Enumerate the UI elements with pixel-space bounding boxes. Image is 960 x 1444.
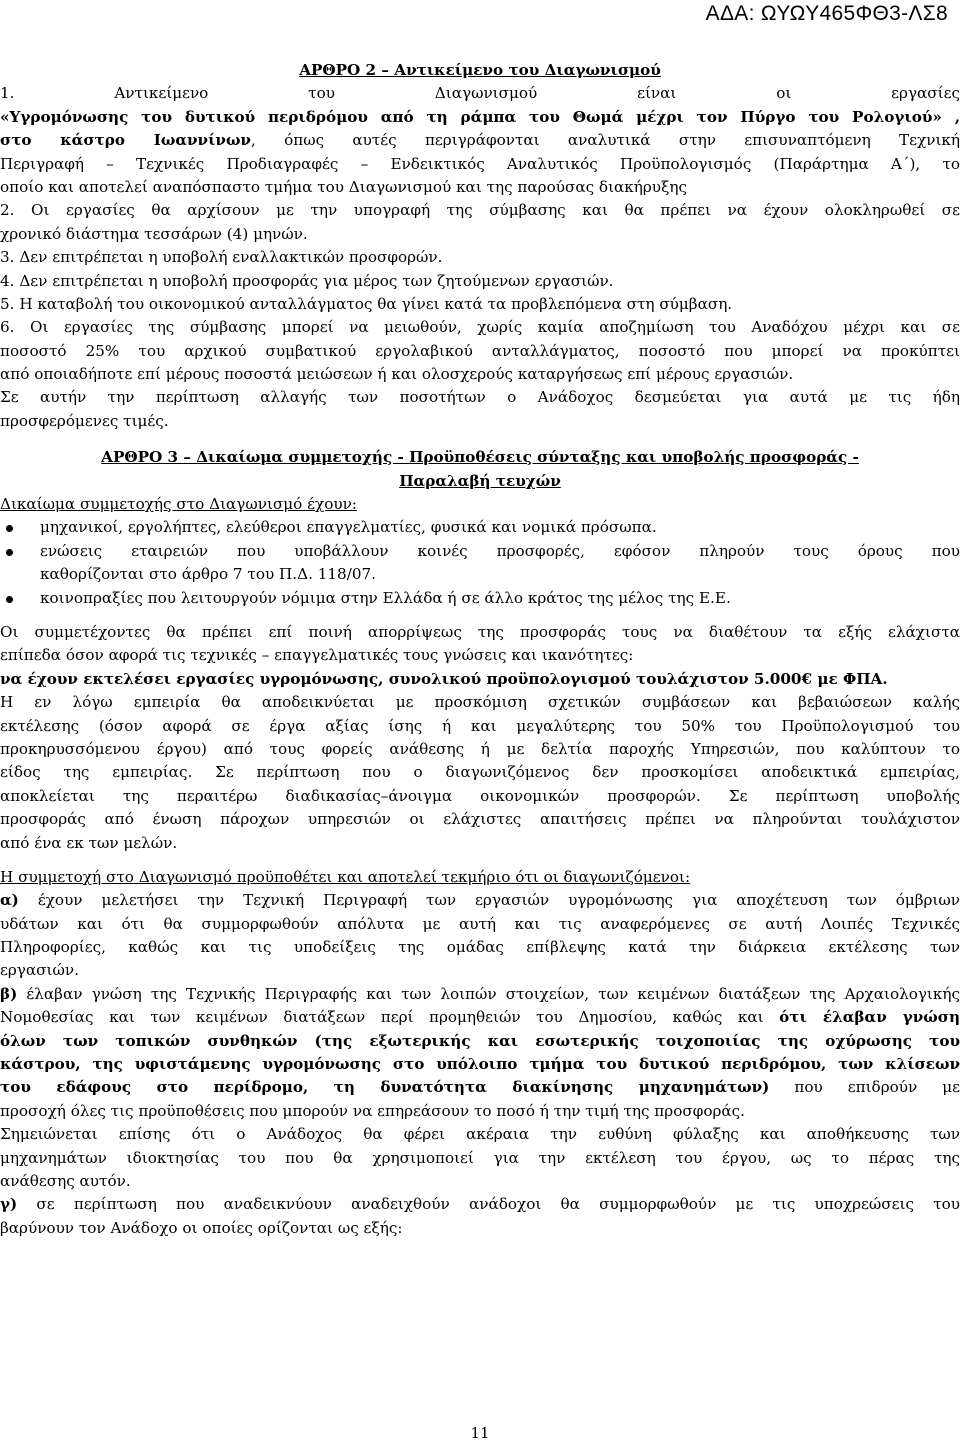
bullet-icon [6, 596, 13, 603]
item-b-line: προσοχή όλες τις προϋποθέσεις που μπορούν να επηρεάσουν το ποσό ή την τιμή της προσφοράς. [0, 1101, 746, 1120]
article3-title-2: Παραλαβή τευχών [399, 471, 561, 490]
item-c-text: σε περίπτωση που αναδεικνύουν αναδειχθούν ανάδοχοι θα συμμορφωθούν με τις υποχρεώσεις του [17, 1195, 960, 1214]
item-a-label: α) [0, 891, 19, 910]
experience-line: Η εν λόγω εμπειρία θα αποδεικνύεται με προσκόμιση σχετικών συμβάσεων και βεβαιώσεων καλής [0, 693, 960, 712]
article2-p6-line: 6. Οι εργασίες της σύμβασης μπορεί να μειωθούν, χωρίς καμία αποζημίωση του Αναδόχου μέχρι και σε [0, 318, 960, 337]
article2-p1-line: «Υγρομόνωσης του δυτικού περιδρόμου από τη ράμπα του Θωμά μέχρι τον Πύργο του Ρολογιού» , [0, 107, 960, 126]
experience-line: από ένα εκ των μελών. [0, 833, 178, 852]
experience-line: εκτέλεσης (όσον αφορά σε έργα αξίας ίσης ή και μεγαλύτερης του 50% του Προϋπολογισμού του [0, 716, 960, 735]
item-c-line: βαρύνουν τον Ανάδοχο οι οποίες ορίζονται ως εξής: [0, 1218, 403, 1237]
item-b-line [0, 1076, 960, 1099]
article2-p2-line: 2. Οι εργασίες θα αρχίσουν με την υπογραφή της σύμβασης και θα πρέπει να έχουν ολοκληρωθεί σε [0, 201, 960, 220]
document-body [0, 59, 960, 1240]
list-item-text: κοινοπραξίες που λειτουργούν νόμιμα στην Ελλάδα ή σε άλλο κράτος της μέλος της Ε.Ε. [40, 588, 731, 607]
ada-code: ΑΔΑ: ΩΥΩΥ465ΦΘ3-ΛΣ8 [705, 2, 948, 25]
list-item [0, 516, 960, 539]
article2-p1-line: Περιγραφή – Τεχνικές Προδιαγραφές – Ενδεικτικός Αναλυτικός Προϋπολογισμός (Παράρτημα Α΄), το [0, 154, 960, 173]
item-b-text: Νομοθεσίας και των κειμένων διατάξεων περί προμηθειών του Δημοσίου, καθώς και [0, 1008, 780, 1027]
item-c-line [0, 1193, 960, 1216]
article2-p3: 3. Δεν επιτρέπεται η υποβολή εναλλακτικών προσφορών. [0, 248, 443, 267]
article2-p1-line: 1. Αντικείμενο του Διαγωνισμού είναι οι εργασίες [0, 84, 960, 103]
list-item [0, 587, 960, 610]
item-b-bold: ότι έλαβαν γνώση [779, 1008, 960, 1027]
article2-title: ΑΡΘΡΟ 2 – Αντικείμενο του Διαγωνισμού [299, 61, 661, 79]
article2-p4: 4. Δεν επιτρέπεται η υποβολή προσφοράς για μέρος των ζητούμενων εργασιών. [0, 271, 614, 290]
item-b-line: κάστρου, της υφιστάμενης υγρομόνωσης στο υπόλοιπο τμήμα του δυτικού περιδρόμου, των κλίσεων [0, 1055, 960, 1074]
item-a-line: Πληροφορίες, καθώς και τις υποδείξεις της ομάδας επίβλεψης κατά την διάρκεια εκτέλεσης των [0, 938, 960, 957]
item-b-bold: του εδάφους στο περίδρομο, τη δυνατότητα διακίνησης μηχανημάτων) [0, 1078, 770, 1097]
item-b-line [0, 983, 960, 1006]
bullet-icon [6, 549, 13, 556]
item-a-text: έχουν μελετήσει την Τεχνική Περιγραφή των εργασιών υγρομόνωσης για αποχέτευση των όμβριων [18, 891, 960, 910]
item-b-line: Σημειώνεται επίσης ότι ο Ανάδοχος θα φέρει ακέραια την ευθύνη φύλαξης και αποθήκευσης των [0, 1125, 960, 1144]
bullet-icon [6, 525, 13, 532]
experience-line: προκηρυσσόμενου έργου) από τους φορείς ανάθεσης ή με δελτία παροχής Υπηρεσιών, που καλύπτουν το [0, 739, 960, 758]
item-b-line: όλων των τοπικών συνθηκών (της εξωτερικής και εσωτερικής τοιχοποιίας της οχύρωσης του [0, 1031, 960, 1050]
item-b-text: έλαβαν γνώση της Τεχνικής Περιγραφής και των λοιπών στοιχείων, των κειμένων διατάξεων της Αρχαιολογικής [17, 984, 960, 1003]
item-c-label: γ) [0, 1195, 18, 1214]
experience-line: προσφοράς από ένωση πάροχων υπηρεσιών οι ελάχιστες απαιτήσεις πρέπει να πληρούνται τουλάχιστον [0, 810, 960, 829]
item-a-line: υδάτων και ότι θα συμμορφωθούν απόλυτα με αυτή και τις αναφερόμενες σε αυτή Λοιπές Τεχνικές [0, 914, 960, 933]
article2-p6-line: Σε αυτήν την περίπτωση αλλαγής των ποσοτήτων ο Ανάδοχος δεσμεύεται για αυτά με τις ήδη [0, 388, 960, 407]
article2-p5: 5. Η καταβολή του οικονομικού ανταλλάγματος θα γίνει κατά τα προβλεπόμενα στη σύμβαση. [0, 294, 733, 313]
min-req-line: επίπεδα όσον αφορά τις τεχνικές – επαγγελματικές τους γνώσεις και ικανότητες: [0, 646, 634, 665]
article2-p6-line: ποσοστό 25% του αρχικού συμβατικού εργολαβικού ανταλλάγματος, ποσοστό που μπορεί να προκύπτει [0, 341, 960, 360]
list-item-cont: καθορίζονται στο άρθρο 7 του Π.Δ. 118/07. [40, 565, 376, 584]
article2-p2-line: χρονικό διάστημα τεσσάρων (4) μηνών. [0, 224, 308, 243]
item-a-line: εργασιών. [0, 961, 79, 980]
article2-p1-line-rest: , όπως αυτές περιγράφονται αναλυτικά στην επισυναπτόμενη Τεχνική [250, 131, 960, 150]
list-item-text: μηχανικοί, εργολήπτες, ελεύθεροι επαγγελματίες, φυσικά και νομικά πρόσωπα. [40, 518, 657, 537]
presumption-heading: Η συμμετοχή στο Διαγωνισμό προϋποθέτει και αποτελεί τεκμήριο ότι οι διαγωνιζόμενοι: [0, 867, 691, 886]
item-b-line: ανάθεσης αυτόν. [0, 1171, 131, 1190]
item-b-label: β) [0, 984, 18, 1003]
experience-line: αποκλείεται της περαιτέρω διαδικασίας–άνοιγμα οικονομικών προσφορών. Σε περίπτωση υποβολής [0, 786, 960, 805]
article2-p6-line: προσφερόμενες τιμές. [0, 411, 169, 430]
page-number: 11 [470, 1424, 490, 1442]
min-req-bold: να έχουν εκτελέσει εργασίες υγρομόνωσης, συνολικού προϋπολογισμού τουλάχιστον 5.000€ με ΦΠΑ. [0, 669, 888, 688]
experience-line: είδος της εμπειρίας. Σε περίπτωση που ο διαγωνιζόμενος δεν προσκομίσει αποδεικτικά εμπειρίας, [0, 763, 960, 782]
list-item [0, 540, 960, 563]
rights-heading: Δικαίωμα συμμετοχής στο Διαγωνισμό έχουν: [0, 495, 357, 514]
article2-p6-line: από οποιαδήποτε επί μέρους ποσοστά μειώσεων ή και ολοσχερούς καταργήσεως επί μέρους εργασιών. [0, 365, 794, 384]
article2-p1-line: οποίο και αποτελεί αναπόσπαστο τμήμα του Διαγωνισμού και της παρούσας διακήρυξης [0, 177, 688, 196]
min-req-line: Οι συμμετέχοντες θα πρέπει επί ποινή απορρίψεως της προσφοράς τους να διαθέτουν τα εξής ελάχιστα [0, 622, 960, 641]
item-b-line: μηχανημάτων ιδιοκτησίας του που θα χρησιμοποιεί για την εκτέλεση του έργου, ως το πέρας της [0, 1148, 960, 1167]
item-b-text: που επιδρούν με [769, 1078, 960, 1097]
castle-text: στο κάστρο Ιωαννίνων [0, 131, 251, 150]
article2-p1-line [0, 129, 960, 152]
list-item-text: ενώσεις εταιρειών που υποβάλλουν κοινές προσφορές, εφόσον πληρούν τους όρους που [40, 541, 960, 560]
item-a-line [0, 889, 960, 912]
article3-title: ΑΡΘΡΟ 3 – Δικαίωμα συμμετοχής - Προϋποθέσεις σύνταξης και υποβολής προσφοράς - [101, 448, 859, 467]
item-b-line [0, 1006, 960, 1029]
